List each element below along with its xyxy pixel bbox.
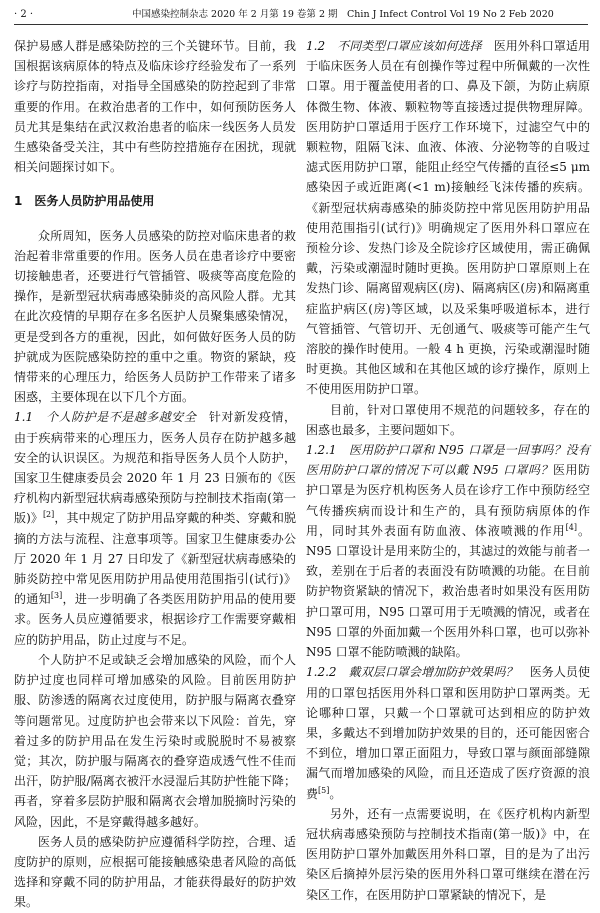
subsection-title: 1.2.1 医用防护口罩和 N95 口罩是一回事吗？没有医用防护口罩的情况下可以戴 N95 口罩吗？ xyxy=(306,443,590,478)
body-text: 医用外科口罩适用于临床医务人员在有创操作等过程中所佩戴的一次性口罩。用于覆盖使用者的口、鼻及下颌，为防止病原体微生物、体液、颗粒物等直接透过提供物理屏障。医用防护口罩适用于医疗工作环境下，过滤空气中的颗粒物，阻隔飞沫、血液、体液、分泌物等的自吸过滤式医用防护口罩，能阻止经空气传播的直径≤5 μm 感染因子或近距离(<1 m)接触经飞沫传播的疾病。《新型冠状病毒感染的肺炎防控中常见医用防护用品使用范围指引(试行)》明确规定了医用外科口罩应在预检分诊、发热门诊及全院诊疗区域使用，需正确佩戴，污染或潮湿时随时更换。医用防护口罩原则上在发热门诊、隔离留观病区(房)、隔离病区(房)和隔离重症监护病区(房)等区域，以及采集呼吸道标本，进行气管插管、气管切开、无创通气、吸痰等可能产生气溶胶的操作时使用。一般 4 h 更换，污染或潮湿时随时更换。其他区域和在其他区域的诊疗操作，原则上不使用医用防护口罩。 xyxy=(306,39,590,397)
paragraph: 另外，还有一点需要说明，在《医疗机构内新型冠状病毒感染预防与控制技术指南(第一版)》中，在医用防护口罩外加戴医用外科口罩，目的是为了出污染区后摘掉外层污染的医用外科口罩可继续在潜在污染区工作，在医用防护口罩紧缺的情况下，是 xyxy=(306,806,590,902)
body-text: 。N95 口罩设计是用来防尘的，其滤过的效能与前者一致，差别在于后者的表面没有防喷溅的功能。在目前防护物资紧缺的情况下，救治患者时如果没有医用防护口罩可用，N95 口罩可用于无喷溅的情况，或者在 N95 口罩的外面加戴一个医用外科口罩，也可以弥补 N95 口罩不能防喷溅的缺陷。 xyxy=(306,523,590,660)
subsection-1-2-2 xyxy=(306,662,590,803)
paragraph: 医务人员的感染防护应遵循科学防控，合理、适度防护的原则，应根据可能接触感染患者风险的高低选择和穿戴不同的防护用品，才能获得最好的防护效果。 xyxy=(14,834,296,910)
body-text: ，其中规定了防护用品穿戴的种类、穿戴和脱摘的方法与流程、注意事项等。国家卫生健康委办公厅 2020 年 1 月 27 日印发了《新型冠状病毒感染的肺炎防控中常见医用防护用品使用范围指引(试行)》的通知 xyxy=(14,511,296,607)
body-text: 医用防护口罩是为医疗机构医务人员在诊疗工作中预防经空气传播疾病而设计和生产的，具有预防病原体的作用，同时其外表面有防血液、体液喷溅的作用 xyxy=(306,463,590,538)
citation[interactable]: [4] xyxy=(565,522,577,532)
subsection-title: 1.2.2 戴双层口罩会增加防护效果吗？ xyxy=(306,665,518,680)
citation[interactable]: [2] xyxy=(42,510,55,520)
intro-paragraph: 保护易感人群是感染防控的三个关键环节。目前，我国根据该病原体的特点及临床诊疗经验发布了一系列诊疗与防控指南，对指导全国感染的防控起到了非常重要的作用。在救治患者的工作中，如何预防医务人员尤其是集结在武汉救治患者的临床一线医务人员发生感染备受关注，其中有些防控措施存在困扰，现就相关问题探讨如下。 xyxy=(14,39,296,175)
journal-title: 中国感染控制杂志 2020 年 2 月第 19 卷第 2 期 Chin J Infect Control Vol 19 No 2 Feb 2020 xyxy=(132,9,554,20)
subsection-1-2 xyxy=(306,36,590,400)
running-header xyxy=(14,8,588,25)
body-text: 。 xyxy=(329,786,342,801)
subsection-title: 1.1 个人防护是不是越多越安全 xyxy=(14,410,197,425)
right-column xyxy=(306,36,590,905)
page-number: · 2 · xyxy=(14,9,34,20)
body-text: 针对新发疫情，由于疾病带来的心理压力，医务人员存在防护越多越安全的认识误区。为规范和指导医务人员个人防护，国家卫生健康委员会 2020 年 1 月 23 日颁布的《医疗机构内新型冠状病毒感染预防与控制技术指南(第一版)》 xyxy=(14,410,296,526)
section-title: 1 医务人员防护用品使用 xyxy=(14,194,155,209)
subsection-1-2-1 xyxy=(306,440,590,662)
left-column xyxy=(14,36,296,913)
subsection-title: 1.2 不同类型口罩应该如何选择 xyxy=(306,39,482,53)
subsection-1-1 xyxy=(14,407,296,649)
body-text: 医务人员使用的口罩包括医用外科口罩和医用防护口罩两类。无论哪种口罩，只戴一个口罩就可达到相应的防护效果，多戴达不到增加防护效果的目的，还可能因密合不到位，增加口罩正面阻力，导致口罩与颜面部缝隙漏气而增加感染的风险，而且还造成了医疗资源的浪费 xyxy=(306,665,590,801)
paragraph: 个人防护不足或缺乏会增加感染的风险，而个人防护过度也同样可增加感染的风险。目前医用防护服、防渗透的隔离衣过度使用，防护服与隔离衣叠穿等问题常见。过度防护也会带来以下风险：首先，穿着过多的防护用品在发生污染时或脱脱时不易被察觉；其次，防护服与隔离衣的叠穿造成透气性不佳而出汗，防护服/隔离衣被汗水浸湿后其防护性能下降；再者，穿着多层防护服和隔离衣会增加脱摘时污染的风险，因此，不是穿戴得越多越好。 xyxy=(14,652,296,829)
citation[interactable]: [5] xyxy=(318,785,330,795)
paragraph: 众所周知，医务人员感染的防控对临床患者的救治起着非常重要的作用。医务人员在患者诊疗中要密切接触患者，还要进行气管插管、吸痰等高度危险的操作，是新型冠状病毒感染肺炎的高风险人群。尤其在此次疫情的早期存在多名医护人员聚集感染情况，更是受到各方的重视，因此，如何做好医务人员的防护就成为医院感染防控的重中之重。物资的紧缺，疫情带来的心理压力，给医务人员防护工作带来了诸多困惑，主要体现在以下几个方面。 xyxy=(14,228,296,405)
body-text: ，进一步明确了各类医用防护用品的使用要求。医务人员应遵循要求，根据诊疗工作需要穿戴相应的防护用品，防止过度与不足。 xyxy=(14,592,296,647)
paragraph: 目前，针对口罩使用不规范的问题较多，存在的困惑也最多，主要问题如下。 xyxy=(306,402,590,437)
citation[interactable]: [3] xyxy=(50,591,63,601)
